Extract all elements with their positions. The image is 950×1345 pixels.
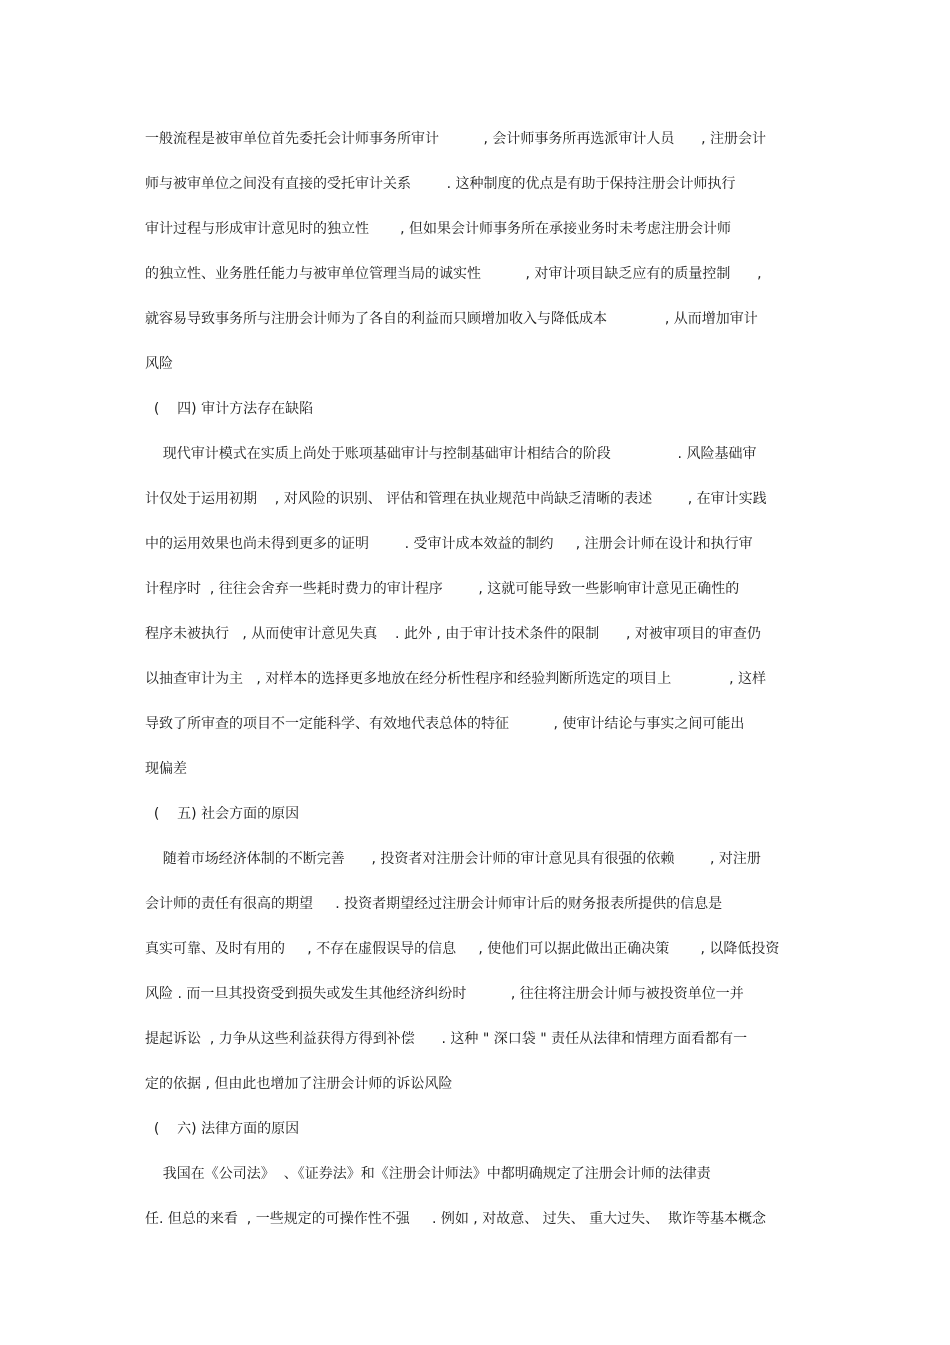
text-line: 真实可靠、及时有用的 , 不存在虚假误导的信息 , 使他们可以据此做出正确决策 , 以降低投资	[145, 941, 780, 957]
text-line: 随着市场经济体制的不断完善 , 投资者对注册会计师的审计意见具有很强的依赖 , 对注册	[145, 851, 761, 867]
text-line: 以抽查审计为主 , 对样本的选择更多地放在经分析性程序和经验判断所选定的项目上 , 这样	[145, 671, 767, 687]
text-line: 计程序时 , 往往会舍弃一些耗时费力的审计程序 , 这就可能导致一些影响审计意见正确性的	[145, 581, 740, 597]
text-line: 程序未被执行 , 从而使审计意见失真 . 此外 , 由于审计技术条件的限制 , 对被审项目的审查仍	[145, 626, 761, 642]
text-line: 导致了所审查的项目不一定能科学、有效地代表总体的特征 , 使审计结论与事实之间可能出	[145, 716, 745, 732]
section-heading: ( 五) 社会方面的原因	[145, 806, 300, 822]
text-line: 一般流程是被审单位首先委托会计师事务所审计 , 会计师事务所再选派审计人员 , 注册会计	[145, 131, 767, 147]
text-line: 中的运用效果也尚未得到更多的证明 . 受审计成本效益的制约 , 注册会计师在设计和执行审	[145, 536, 753, 552]
section-heading: ( 六) 法律方面的原因	[145, 1121, 300, 1137]
text-line: 的独立性、业务胜任能力与被审单位管理当局的诚实性 , 对审计项目缺乏应有的质量控制 ,	[145, 266, 762, 282]
text-line: 就容易导致事务所与注册会计师为了各自的利益而只顾增加收入与降低成本 , 从而增加审计	[145, 311, 758, 327]
section-heading: ( 四) 审计方法存在缺陷	[145, 401, 314, 417]
text-line: 会计师的责任有很高的期望 . 投资者期望经过注册会计师审计后的财务报表所提供的信息是	[145, 896, 723, 912]
text-line: 师与被审单位之间没有直接的受托审计关系 . 这种制度的优点是有助于保持注册会计师执行	[145, 176, 736, 192]
text-line: 任. 但总的来看 , 一些规定的可操作性不强 . 例如 , 对故意、 过失、 重大过失、 欺诈等基本概念	[145, 1211, 767, 1227]
text-line: 审计过程与形成审计意见时的独立性 , 但如果会计师事务所在承接业务时未考虑注册会计师	[145, 221, 732, 237]
text-line: 计仅处于运用初期 , 对风险的识别、 评估和管理在执业规范中尚缺乏清晰的表述 , 在审计实践	[145, 491, 767, 507]
text-line: 我国在《公司法》 、《证券法》和《注册会计师法》中都明确规定了注册会计师的法律责	[145, 1166, 711, 1182]
text-line: 风险 . 而一旦其投资受到损失或发生其他经济纠纷时 , 往往将注册会计师与被投资单位一并	[145, 986, 744, 1002]
text-line: 定的依据 , 但由此也增加了注册会计师的诉讼风险	[145, 1076, 453, 1092]
text-line: 风险	[145, 356, 173, 372]
text-line: 提起诉讼 , 力争从这些利益获得方得到补偿 . 这种 " 深口袋 " 责任从法律和情理方面看都有一	[145, 1031, 748, 1047]
text-line: 现偏差	[145, 761, 187, 777]
text-line: 现代审计模式在实质上尚处于账项基础审计与控制基础审计相结合的阶段 . 风险基础审	[145, 446, 757, 462]
